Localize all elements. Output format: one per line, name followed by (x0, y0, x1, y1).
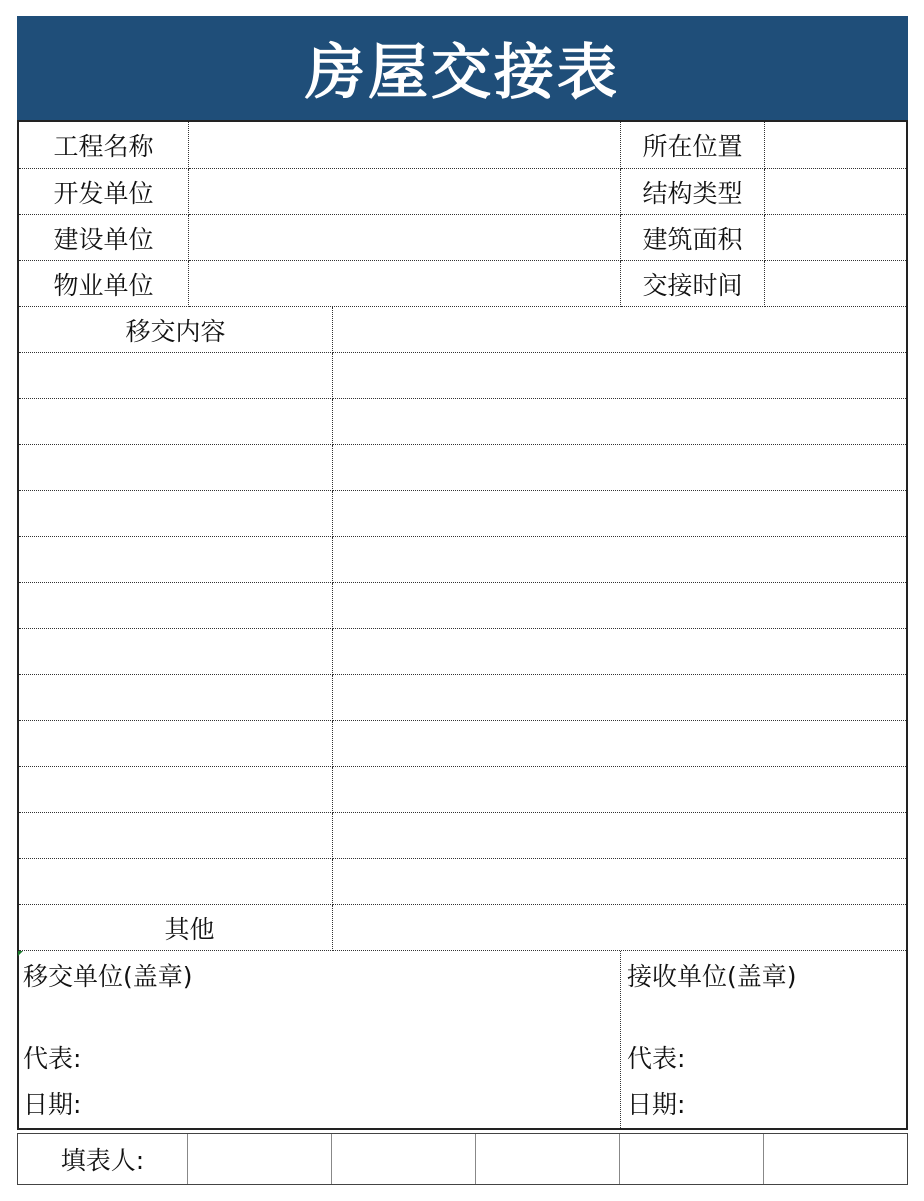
handover-form (17, 120, 908, 1130)
info-field-location[interactable] (765, 122, 906, 169)
info-field-handover-time[interactable] (765, 261, 906, 307)
handover-detail-cell[interactable] (333, 675, 906, 721)
cell-marker-icon (18, 951, 23, 956)
title-banner (17, 16, 908, 120)
transfer-rep-label: 代表: (23, 1044, 82, 1073)
handover-item-cell[interactable] (19, 813, 333, 859)
info-field-floor-area[interactable] (765, 215, 906, 261)
handover-item-cell[interactable] (19, 399, 333, 445)
handover-detail-cell[interactable] (333, 767, 906, 813)
footer-cell[interactable] (332, 1134, 476, 1184)
handover-item-cell[interactable] (19, 629, 333, 675)
handover-detail-cell[interactable] (333, 399, 906, 445)
info-label-developer: 开发单位 (19, 169, 189, 215)
info-field-project-name[interactable] (189, 122, 621, 169)
receive-date-label: 日期: (627, 1090, 686, 1119)
handover-detail-cell[interactable] (333, 353, 906, 399)
other-field[interactable] (333, 905, 906, 951)
info-field-developer[interactable] (189, 169, 621, 215)
handover-detail-cell[interactable] (333, 445, 906, 491)
handover-item-cell[interactable] (19, 721, 333, 767)
handover-detail-cell[interactable] (333, 629, 906, 675)
handover-item-cell[interactable] (19, 445, 333, 491)
receive-unit-label: 接收单位(盖章) (627, 962, 797, 991)
handover-item-cell[interactable] (19, 353, 333, 399)
transfer-unit-section (19, 951, 621, 1128)
handover-item-cell[interactable] (19, 675, 333, 721)
receive-rep-label: 代表: (627, 1044, 686, 1073)
info-field-structure-type[interactable] (765, 169, 906, 215)
handover-item-cell[interactable] (19, 537, 333, 583)
handover-detail-cell[interactable] (333, 537, 906, 583)
receive-unit-section (621, 951, 906, 1128)
info-label-handover-time: 交接时间 (621, 261, 765, 307)
info-label-location: 所在位置 (621, 122, 765, 169)
handover-detail-cell[interactable] (333, 859, 906, 905)
form-title: 房屋交接表 (305, 38, 620, 108)
info-label-property-mgmt: 物业单位 (19, 261, 189, 307)
handover-content-header: 移交内容 (19, 307, 333, 353)
transfer-date-label: 日期: (23, 1090, 82, 1119)
footer-cell[interactable] (620, 1134, 764, 1184)
footer-cell[interactable] (764, 1134, 907, 1184)
handover-content-header-field[interactable] (333, 307, 906, 353)
footer-cell[interactable] (476, 1134, 620, 1184)
handover-detail-cell[interactable] (333, 491, 906, 537)
filler-field[interactable] (188, 1134, 332, 1184)
info-label-construction-unit: 建设单位 (19, 215, 189, 261)
info-field-property-mgmt[interactable] (189, 261, 621, 307)
filler-label: 填表人: (18, 1134, 188, 1184)
info-field-construction-unit[interactable] (189, 215, 621, 261)
info-label-project-name: 工程名称 (19, 122, 189, 169)
handover-item-cell[interactable] (19, 859, 333, 905)
other-label: 其他 (19, 905, 333, 951)
handover-detail-cell[interactable] (333, 813, 906, 859)
info-label-floor-area: 建筑面积 (621, 215, 765, 261)
info-label-structure-type: 结构类型 (621, 169, 765, 215)
handover-detail-cell[interactable] (333, 721, 906, 767)
transfer-unit-label: 移交单位(盖章) (23, 962, 193, 991)
handover-item-cell[interactable] (19, 583, 333, 629)
handover-item-cell[interactable] (19, 491, 333, 537)
handover-item-cell[interactable] (19, 767, 333, 813)
handover-detail-cell[interactable] (333, 583, 906, 629)
footer-row (17, 1133, 908, 1185)
